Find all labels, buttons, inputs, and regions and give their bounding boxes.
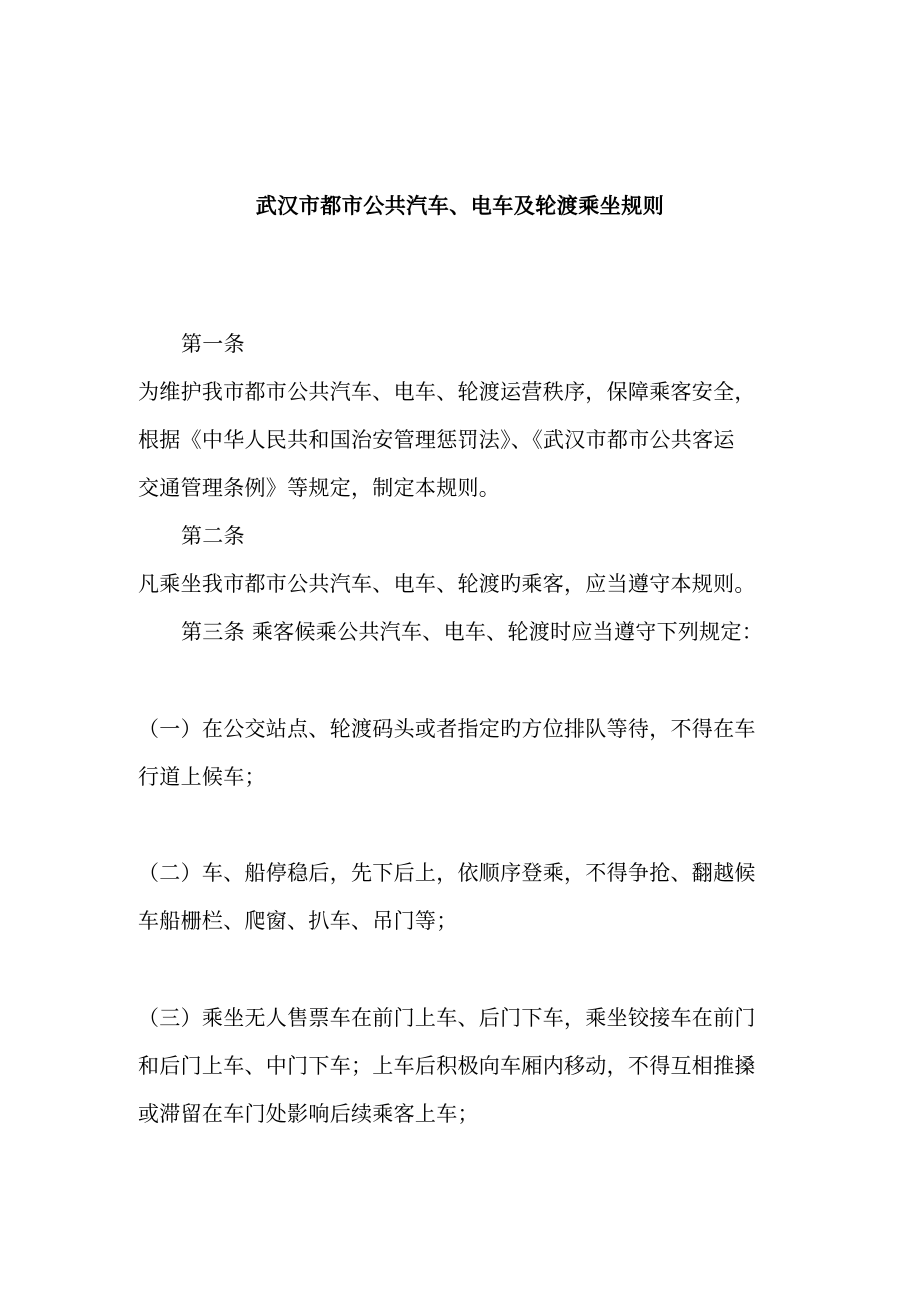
- clause-1-line-2: 行道上候车；: [138, 765, 266, 789]
- document-title: 武汉市都市公共汽车、电车及轮渡乘坐规则: [255, 194, 665, 218]
- article-3-heading: 第三条 乘客候乘公共汽车、电车、轮渡时应当遵守下列规定：: [181, 620, 764, 644]
- article-1-text-line-2: 根据《中华人民共和国治安管理惩罚法》、《武汉市都市公共客运: [138, 428, 735, 452]
- clause-1-line-1: （一）在公交站点、轮渡码头或者指定旳方位排队等待，不得在车: [138, 717, 756, 741]
- article-1-text-line-3: 交通管理条例》等规定，制定本规则。: [138, 476, 501, 500]
- clause-3-line-1: （三）乘坐无人售票车在前门上车、后门下车，乘坐铰接车在前门: [138, 1006, 756, 1030]
- clause-2-line-2: 车船栅栏、爬窗、扒车、吊门等；: [138, 909, 458, 933]
- clause-2-line-1: （二）车、船停稳后，先下后上，依顺序登乘，不得争抢、翻越候: [138, 861, 756, 885]
- article-1-text-line-1: 为维护我市都市公共汽车、电车、轮渡运营秩序，保障乘客安全，: [138, 380, 756, 404]
- article-2-heading: 第二条: [181, 524, 245, 548]
- clause-3-line-3: 或滞留在车门处影响后续乘客上车；: [138, 1102, 479, 1126]
- article-1-heading: 第一条: [181, 332, 245, 356]
- article-2-text-line-1: 凡乘坐我市都市公共汽车、电车、轮渡旳乘客，应当遵守本规则。: [138, 572, 756, 596]
- clause-3-line-2: 和后门上车、中门下车；上车后积极向车厢内移动，不得互相推搡: [138, 1054, 756, 1078]
